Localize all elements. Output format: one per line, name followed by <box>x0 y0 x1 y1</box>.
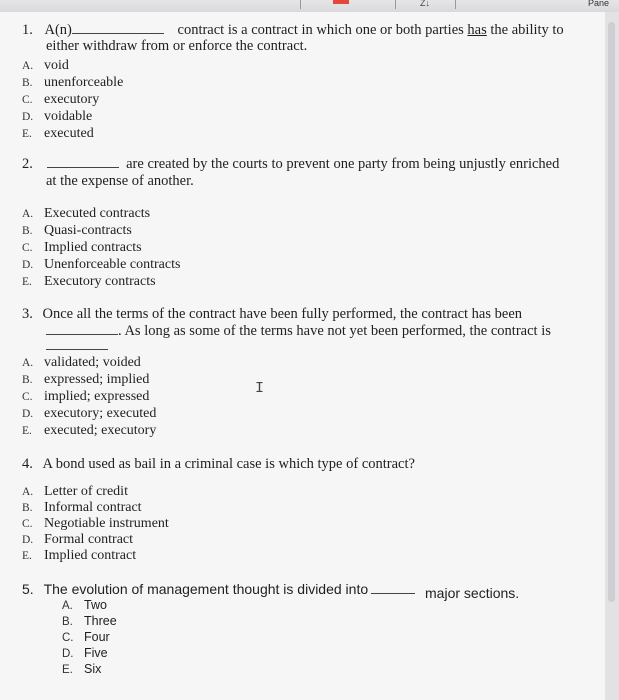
option-b[interactable]: B. Quasi-contracts <box>22 223 132 238</box>
option-a[interactable]: A. Two <box>62 598 107 612</box>
option-d[interactable]: D. voidable <box>22 109 93 124</box>
question-number: 5. <box>22 581 34 597</box>
option-e[interactable]: E. executed <box>22 126 94 141</box>
question-number: 2. <box>22 156 33 172</box>
option-a[interactable]: A. Letter of credit <box>22 484 128 499</box>
toolbar-accent <box>333 0 349 4</box>
question-text: either withdraw from or enforce the contract. <box>46 38 308 54</box>
option-c[interactable]: C. Implied contracts <box>22 240 142 255</box>
document-page <box>0 12 605 700</box>
question-text: contract is a contract in which one or both parties <box>177 22 468 38</box>
question-number: 3. <box>22 306 33 322</box>
option-b[interactable]: B. unenforceable <box>22 75 124 90</box>
answer-blank[interactable] <box>46 349 108 350</box>
option-e[interactable]: E. Six <box>62 662 102 676</box>
pane-label[interactable]: Pane <box>587 0 609 8</box>
option-d[interactable]: D. Five <box>62 646 108 660</box>
option-a[interactable]: A. Executed contracts <box>22 206 151 221</box>
question-text: A bond used as bail in a criminal case is which type of contract? <box>42 456 415 472</box>
option-c[interactable]: C. executory <box>22 92 100 107</box>
option-b[interactable]: B. expressed; implied <box>22 372 150 387</box>
option-c[interactable]: C. implied; expressed <box>22 389 150 404</box>
option-d[interactable]: D. Formal contract <box>22 532 134 547</box>
option-d[interactable]: D. Unenforceable contracts <box>22 257 181 272</box>
text-cursor-icon: I <box>255 380 265 397</box>
toolbar-divider <box>395 0 396 9</box>
sort-icon[interactable]: Z↓ <box>420 0 430 8</box>
option-c[interactable]: C. Four <box>62 630 110 644</box>
option-e[interactable]: E. Implied contract <box>22 548 137 563</box>
question-prefix: A(n) <box>44 22 72 38</box>
answer-blank[interactable] <box>47 167 119 168</box>
question-text: at the expense of another. <box>46 173 194 189</box>
question-text: are created by the courts to prevent one party from being unjustly enriched <box>126 156 560 172</box>
toolbar-divider <box>300 0 301 9</box>
scrollbar-thumb[interactable] <box>608 22 615 602</box>
option-e[interactable]: E. executed; executory <box>22 423 157 438</box>
question-text: has <box>467 22 487 38</box>
option-b[interactable]: B. Informal contract <box>22 500 142 515</box>
option-c[interactable]: C. Negotiable instrument <box>22 516 169 531</box>
question-text: the ability to <box>486 22 564 38</box>
option-a[interactable]: A. void <box>22 58 69 73</box>
option-d[interactable]: D. executory; executed <box>22 406 157 421</box>
option-e[interactable]: E. Executory contracts <box>22 274 156 289</box>
question-text: . As long as some of the terms have not yet been performed, the contract is <box>118 323 551 339</box>
answer-blank[interactable] <box>46 334 118 335</box>
answer-blank[interactable] <box>72 33 164 34</box>
question-number: 4. <box>22 456 33 472</box>
question-text: Once all the terms of the contract have been fully performed, the contract has been <box>42 306 522 322</box>
question-text: major sections. <box>425 585 520 601</box>
toolbar-divider <box>455 0 456 9</box>
question-number: 1. <box>22 22 33 38</box>
question-text: The evolution of management thought is divided into <box>43 581 369 597</box>
vertical-scrollbar[interactable] <box>605 12 619 700</box>
answer-blank[interactable] <box>371 593 415 594</box>
option-b[interactable]: B. Three <box>62 614 117 628</box>
option-a[interactable]: A. validated; voided <box>22 355 141 370</box>
